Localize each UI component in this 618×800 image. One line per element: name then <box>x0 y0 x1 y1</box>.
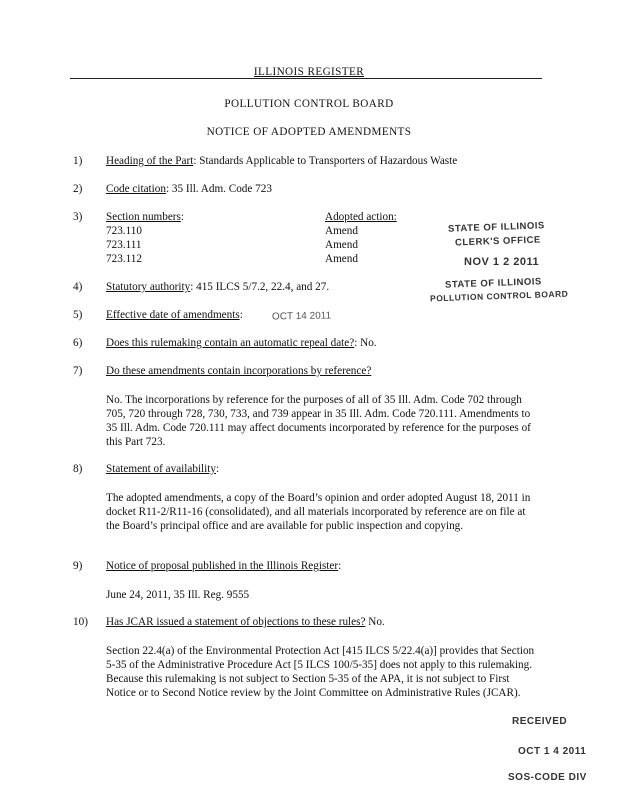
proposal-citation: June 24, 2011, 35 Ill. Reg. 9555 <box>106 589 250 601</box>
jcar-heading <box>106 616 385 628</box>
section-action: Amend <box>325 225 358 237</box>
proposal-heading: Notice of proposal published in the Illinois Register: <box>106 560 342 572</box>
board-title: POLLUTION CONTROL BOARD <box>224 98 394 110</box>
availability-heading: Statement of availability: <box>106 463 220 475</box>
item-label: Heading of the Part <box>106 155 194 167</box>
effective-date <box>106 309 243 321</box>
item-number: 7) <box>73 365 83 377</box>
section-number: 723.111 <box>106 239 142 251</box>
filed-stamp-line: STATE OF ILLINOIS <box>447 220 545 235</box>
item-number: 4) <box>73 281 83 293</box>
item-number: 9) <box>73 560 83 572</box>
section-action: Amend <box>325 253 358 265</box>
filed-stamp-date: NOV 1 2 2011 <box>464 256 540 268</box>
item-heading <box>106 155 457 167</box>
incorporations-label: Do these amendments contain incorporations by reference? <box>106 365 372 377</box>
item-code-citation <box>106 183 272 195</box>
received-stamp: RECEIVED <box>512 716 568 727</box>
filed-stamp-line: POLLUTION CONTROL BOARD <box>429 288 569 304</box>
item-label: Section numbers <box>106 211 181 223</box>
item-number: 1) <box>73 155 83 167</box>
section-number: 723.110 <box>106 225 142 237</box>
adopted-action-header: Adopted action: <box>325 211 397 223</box>
item-number: 8) <box>73 463 83 475</box>
automatic-repeal <box>106 337 377 349</box>
received-stamp-office: SOS-CODE DIV <box>508 772 587 783</box>
item-label: Statement of availability <box>106 463 216 475</box>
register-title: ILLINOIS REGISTER <box>253 66 365 78</box>
filed-stamp-line: STATE OF ILLINOIS <box>444 276 542 291</box>
item-label: Has JCAR issued a statement of objections to these rules? <box>106 616 366 628</box>
item-label: Statutory authority <box>106 281 191 293</box>
incorporations-paragraph: No. The incorporations by reference for the purposes of all of 35 Ill. Adm. Code 702 through 705, 720 through 728, 730, 733, and 739 appear in 35 Ill. Adm. Code 720.111. Amendments to 35 Ill. Adm. Code 720.111 may affect documents incorporated by reference for the purposes of this Part 723. <box>106 394 531 449</box>
item-value: : No. <box>354 337 377 349</box>
item-number: 10) <box>73 616 88 628</box>
section-number: 723.112 <box>106 253 142 265</box>
statutory-authority <box>106 281 329 293</box>
received-stamp-date: OCT 1 4 2011 <box>518 746 587 757</box>
item-value: : <box>239 309 243 321</box>
item-label: Effective date of amendments <box>106 309 240 321</box>
header-rule <box>70 78 542 79</box>
item-label: Notice of proposal published in the Illinois Register <box>106 560 339 572</box>
filed-stamp-line: CLERK'S OFFICE <box>454 234 541 249</box>
item-number: 6) <box>73 337 83 349</box>
item-number: 2) <box>73 183 83 195</box>
section-action: Amend <box>325 239 358 251</box>
effective-date-stamp: OCT 14 2011 <box>271 310 332 323</box>
item-value: : 415 ILCS 5/7.2, 22.4, and 27. <box>190 281 330 293</box>
item-label: Does this rulemaking contain an automatic repeal date? <box>106 337 355 349</box>
notice-title: NOTICE OF ADOPTED AMENDMENTS <box>206 126 412 138</box>
availability-paragraph: The adopted amendments, a copy of the Board’s opinion and order adopted August 18, 2011 in docket R11-2/R11-16 (consolidated), and all materials incorporated by reference are on file at the Board’s principal office and are available for public inspection and copying. <box>106 492 531 533</box>
section-numbers-header: Section numbers: <box>106 211 184 223</box>
item-label: Code citation <box>106 183 166 195</box>
jcar-paragraph: Section 22.4(a) of the Environmental Protection Act [415 ILCS 5/22.4(a)] provides that Section 5-35 of the Administrative Procedure Act [5 ILCS 100/5-35] does not apply to this rulemaking. Because this rulemaking is not subject to Section 5-35 of the APA, it is not subject to First Notice or to Second Notice review by the Joint Committee on Administrative Rules (JCAR). <box>106 645 535 700</box>
item-number: 5) <box>73 309 83 321</box>
item-value: : Standards Applicable to Transporters of Hazardous Waste <box>193 155 458 167</box>
item-value: : 35 Ill. Adm. Code 723 <box>165 183 272 195</box>
item-number: 3) <box>73 211 83 223</box>
item-value: No. <box>365 616 385 628</box>
